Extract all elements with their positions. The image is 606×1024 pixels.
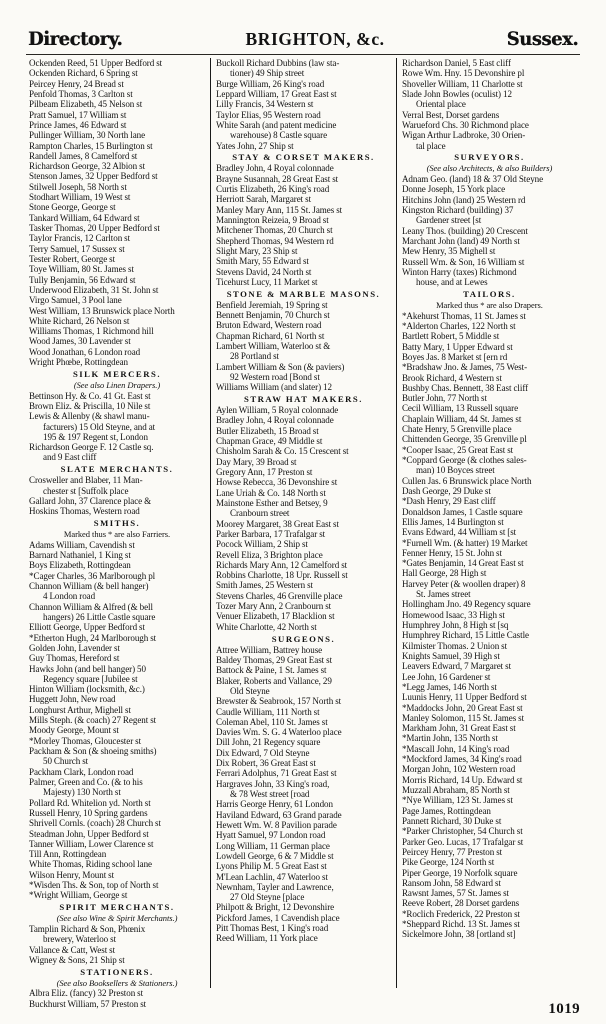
directory-entry: Haviland Edward, 63 Grand parade	[215, 809, 342, 820]
directory-entry: Palmer, Green and Co. (& to his Majesty) 130 North st	[29, 777, 205, 798]
directory-entry: Cecil William, 13 Russell square	[401, 403, 519, 414]
directory-entry: Pocock William, 2 Ship st	[215, 539, 308, 550]
directory-entry: Stilwell Joseph, 58 North st	[29, 181, 127, 192]
directory-entry: Long William, 11 German place	[215, 840, 330, 851]
directory-entry: Baldey Thomas, 29 Great East st	[215, 654, 333, 665]
entry-continuation: Oriental place	[415, 99, 466, 110]
directory-entry: *Bradshaw Jno. & James, 75 West-	[401, 362, 528, 373]
entry-continuation: 28 Portland st	[229, 351, 279, 362]
directory-entry: *Nye William, 123 St. James st	[401, 795, 513, 806]
directory-entry: Lambert William & Son (& paviers) 92 Western road [Bond st	[216, 362, 391, 383]
column-1	[24, 58, 210, 1009]
directory-entry: *Parker Christopher, 54 Church st	[401, 826, 523, 837]
directory-entry: Page James, Rottingdean	[401, 805, 491, 816]
page-number: 1019	[548, 1001, 580, 1017]
directory-entry: *Sheppard Richd. 13 St. James st	[401, 919, 520, 930]
directory-entry: Morris Richard, 14 Up. Edward st	[401, 774, 523, 785]
directory-entry: Butler John, 77 North st	[401, 393, 487, 404]
directory-entry: Manley Mary Ann, 115 St. James st	[215, 204, 343, 215]
trade-subnote: Marked thus * are also Farriers.	[63, 529, 171, 540]
directory-entry: Hollingham Jno. 49 Regency square	[401, 599, 531, 610]
directory-entry: Wigney & Sons, 21 Ship st	[29, 954, 125, 965]
directory-entry: Pratt Samuel, 17 William st	[29, 109, 127, 120]
directory-entry: Gregory Ann, 17 Preston st	[215, 467, 313, 478]
directory-entry: Randell James, 8 Camelford st	[29, 150, 138, 161]
entry-continuation: tioner) 49 Ship street	[229, 68, 305, 79]
directory-entry: Ransom John, 58 Edward st	[401, 877, 501, 888]
directory-entry: Brook Richard, 4 Western st	[401, 372, 502, 383]
trade-heading: STONE & MARBLE MASONS.	[226, 288, 381, 299]
running-head	[24, 26, 582, 52]
directory-entry: Rowe Wm. Hny. 15 Devonshire pl	[401, 68, 525, 79]
entry-continuation: Cranbourn street	[229, 508, 290, 519]
directory-entry: Albra Eliz. (fancy) 32 Preston st	[29, 988, 144, 999]
directory-entry: Adnam Geo. (land) 18 & 37 Old Steyne	[401, 174, 544, 184]
directory-entry: Pannett Richard, 30 Duke st	[401, 815, 502, 826]
directory-entry: Tanner William, Lower Clarence st	[29, 838, 154, 849]
directory-entry: Shepherd Thomas, 94 Western rd	[215, 235, 334, 246]
trade-heading: TAILORS.	[463, 288, 516, 299]
directory-entry: Robbins Charlotte, 18 Upr. Russell st	[215, 570, 348, 581]
directory-entry: Donne Joseph, 15 York place	[401, 184, 506, 195]
directory-entry: Hewett Wm. W. 8 Pavilion parade	[215, 819, 337, 830]
directory-entry: Barnard Nathaniel, 1 King st	[29, 550, 131, 561]
directory-entry: Boyes Jas. 8 Market st [ern rd	[401, 351, 508, 362]
directory-entry: Muzzall Abraham, 85 North st	[401, 785, 510, 795]
entry-continuation: 27 Old Steyne [place	[229, 892, 305, 903]
running-head-right: Sussex.	[506, 28, 578, 50]
directory-entry: Winton Harry (taxes) Richmond house, and at Lewes	[402, 267, 577, 288]
directory-entry: Chaplain William, 44 St. James st	[401, 413, 522, 424]
directory-entry: Leppard William, 17 Great East st	[215, 88, 337, 99]
trade-heading: SPIRIT MERCHANTS.	[59, 902, 175, 913]
directory-entry: Packham Clark, London road	[29, 766, 134, 777]
directory-entry: Adams William, Cavendish st	[29, 539, 135, 550]
trade-subnote: (See also Booksellers & Stationers.)	[56, 977, 178, 988]
directory-entry: Marchant John (land) 49 North st	[401, 235, 520, 246]
directory-entry: Tozer Mary Ann, 2 Cranbourn st	[215, 601, 332, 612]
directory-entry: Channon William (& bell hanger) 4 London road	[29, 581, 205, 602]
directory-entry: Boys Elizabeth, Rottingdean	[29, 560, 131, 571]
directory-entry: Brown Eliz. & Priscilla, 10 Nile st	[29, 400, 151, 411]
directory-entry: Venuer Elizabeth, 17 Blacklion st	[215, 611, 335, 622]
directory-entry: *Cager Charles, 36 Marlborough pl	[29, 570, 156, 581]
column-3	[396, 58, 582, 988]
entry-continuation: St. James street	[415, 589, 471, 600]
entry-continuation: hangers) 26 Little Castle square	[43, 611, 156, 622]
entry-continuation: man) 10 Boyces street	[415, 465, 495, 476]
directory-entry: Lambert William, Waterloo st & 28 Portland st	[216, 341, 391, 362]
directory-entry: White Thomas, Riding school lane	[29, 859, 152, 870]
directory-entry: Tasker Thomas, 20 Upper Bedford st	[29, 223, 160, 233]
directory-entry: Pollard Rd. Whitelion yd. North st	[29, 797, 151, 808]
directory-entry: Taylor Francis, 12 Carlton st	[29, 233, 131, 244]
directory-entry: Bennett Benjamin, 70 Church st	[215, 310, 330, 321]
column-body	[29, 58, 205, 1009]
directory-entry: Richards Mary Ann, 12 Camelford st	[215, 559, 348, 570]
entry-continuation: house, and at Lewes	[415, 277, 488, 288]
directory-entry: Battock & Paine, 1 St. James st	[215, 665, 327, 676]
directory-entry: Yates John, 27 Ship st	[215, 140, 294, 151]
directory-entry: Hitchins John (land) 25 Western rd	[401, 194, 526, 205]
directory-entry: Lane Uriah & Co. 148 North st	[215, 487, 326, 498]
directory-entry: Richardson Daniel, 5 East cliff	[401, 58, 511, 68]
entry-continuation: and 9 East cliff	[43, 452, 97, 463]
directory-entry: Crosweller and Blaber, 11 Man- chester st [Suffolk place	[29, 475, 205, 496]
column-body	[402, 58, 577, 940]
directory-entry: Lowdell George, 6 & 7 Middle st	[215, 850, 334, 861]
directory-entry: *Mockford James, 34 King's road	[401, 754, 522, 765]
trade-subnote: (See also Linen Drapers.)	[73, 379, 161, 390]
directory-entry: Lilly Francis, 34 Western st	[215, 99, 314, 110]
directory-entry: Mew Henry, 35 Mighell st	[401, 246, 496, 257]
entry-continuation: & 78 West street [road	[229, 789, 310, 799]
directory-entry: Caudle William, 111 North st	[215, 706, 320, 717]
directory-entry: Buckhurst William, 57 Preston st	[29, 998, 147, 1009]
entry-continuation: 4 London road	[43, 591, 96, 602]
directory-entry: Hall George, 28 High st	[401, 568, 487, 579]
directory-entry: Guy Thomas, Hereford st	[29, 653, 120, 664]
directory-entry: Bushby Chas. Bennett, 38 East cliff	[401, 382, 529, 393]
directory-entry: Piper George, 19 Norfolk square	[401, 867, 518, 878]
directory-entry: Wright Phœbe, Rottingdean	[29, 357, 128, 368]
directory-entry: Tamplin Richard & Son, Phœnix brewery, Waterloo st	[29, 924, 205, 945]
directory-entry: Gallard John, 37 Clarence place &	[29, 495, 152, 506]
directory-entry: Chisholm Sarah & Co. 15 Crescent st	[215, 446, 349, 457]
directory-entry: Lee John, 16 Gardener st	[401, 671, 491, 682]
directory-entry: Smith Mary, 55 Edward st	[215, 256, 309, 267]
directory-entry: Peircey Henry, 77 Preston st	[401, 846, 503, 857]
directory-entry: Chapman Grace, 49 Middle st	[215, 436, 323, 447]
directory-entry: Wigan Arthur Ladbroke, 30 Orien- tal place	[402, 130, 577, 151]
directory-entry: Benfield Jeremiah, 19 Spring st	[215, 299, 328, 310]
directory-entry: *Wisden Ths. & Son, top of North st	[29, 880, 159, 891]
directory-entry: Curtis Elizabeth, 26 King's road	[215, 184, 330, 195]
trade-heading: STAY & CORSET MAKERS.	[232, 152, 375, 163]
directory-entry: Ticehurst Lucy, 11 Market st	[215, 276, 318, 287]
directory-entry: Evans Edward, 44 William st [st	[401, 527, 517, 538]
directory-entry: Parker Barbara, 17 Trafalgar st	[215, 528, 326, 539]
directory-entry: *Gates Benjamin, 14 Great East st	[401, 558, 524, 569]
directory-entry: Luunis Henry, 11 Upper Bedford st	[401, 692, 527, 703]
directory-entry: Hinton William (locksmith, &c.)	[29, 684, 145, 695]
directory-entry: Verral Best, Dorset gardens	[401, 109, 500, 120]
directory-entry: Stone George, George st	[29, 202, 116, 213]
directory-entry: Stevens Charles, 46 Grenville place	[215, 590, 343, 601]
trade-heading: STRAW HAT MAKERS.	[243, 394, 363, 405]
directory-entry: White Sarah (and patent medicine warehouse) 8 Castle square	[216, 120, 391, 141]
directory-entry: Brewster & Seabrook, 157 North st	[215, 696, 342, 707]
directory-entry: Huggett John, New road	[29, 694, 116, 705]
directory-entry: Warueford Chs. 30 Richmond place	[401, 119, 529, 130]
directory-entry: Cullen Jas. 6 Brunswick place North	[401, 475, 532, 486]
directory-entry: Mainstone Esther and Betsey, 9 Cranbourn street	[216, 498, 391, 519]
directory-entry: Donaldson James, 1 Castle square	[401, 506, 523, 517]
directory-entry: Harvey Peter (& woollen draper) 8 St. James street	[402, 579, 577, 600]
directory-entry: Golden John, Lavender st	[29, 642, 120, 653]
directory-entry: Sickelmore John, 38 [ortland st]	[401, 929, 516, 940]
directory-entry: Pilbeam Elizabeth, 45 Nelson st	[29, 99, 143, 110]
directory-entry: Williams William (and slater) 12	[215, 382, 332, 393]
directory-entry: Reed William, 11 York place	[215, 933, 318, 944]
directory-entry: Chittenden George, 35 Grenville pl	[401, 434, 527, 445]
directory-entry: Morgan John, 102 Western road	[401, 764, 516, 775]
directory-entry: Attree William, Battrey house	[215, 644, 323, 655]
running-head-center: BRIGHTON, &c.	[245, 29, 385, 49]
directory-entry: Newnham, Tayler and Lawrence, 27 Old Steyne [place	[216, 882, 391, 903]
directory-entry: Rawsnt James, 57 St. James st	[401, 888, 510, 899]
directory-entry: White Richard, 26 Nelson st	[29, 315, 130, 326]
directory-entry: Lyons Philip M. 5 Great East st	[215, 861, 327, 872]
directory-entry: Davies Wm. S. G. 4 Waterloo place	[215, 727, 342, 738]
directory-entry: Tully Benjamin, 56 Edward st	[29, 274, 136, 285]
directory-entry: Pike George, 124 North st	[401, 857, 495, 868]
directory-entry: Markham John, 31 Great East st	[401, 723, 516, 734]
directory-entry: Mitchener Thomas, 20 Church st	[215, 225, 333, 236]
directory-entry: Russell Wm. & Son, 16 William st	[401, 256, 525, 267]
entry-continuation: 195 & 197 Regent st, London	[43, 431, 148, 442]
directory-entry: Batty Mary, 1 Upper Edward st	[401, 341, 513, 352]
directory-entry: Pitt Thomas Best, 1 King's road	[215, 923, 329, 934]
directory-entry: *Alderton Charles, 122 North st	[401, 320, 516, 331]
directory-entry: Manley Solomon, 115 St. James st	[401, 712, 525, 723]
directory-entry: Blaker, Roberts and Vallance, 29 Old Steyne	[216, 676, 391, 697]
directory-entry: Wood Jonathan, 6 London road	[29, 346, 141, 357]
directory-entry: Chapman Richard, 61 North st	[215, 330, 325, 341]
column-body	[216, 58, 391, 944]
running-head-left: Directory.	[28, 28, 123, 50]
directory-entry: Toye William, 80 St. James st	[29, 264, 134, 275]
directory-entry: Butler Elizabeth, 15 Broad st	[215, 425, 319, 436]
directory-entry: Richardson George F. 12 Castle sq. and 9 East cliff	[29, 442, 205, 463]
column-2	[210, 58, 396, 988]
directory-entry: *Mascall John, 14 King's road	[401, 743, 510, 754]
directory-entry: Aylen William, 5 Royal colonnade	[215, 405, 339, 416]
directory-entry: Longhurst Arthur, Mighell st	[29, 704, 131, 715]
directory-entry: Chate Henry, 5 Grenville place	[401, 424, 512, 435]
directory-entry: Harris George Henry, 61 London	[215, 799, 333, 810]
directory-entry: *Akehurst Thomas, 11 St. James st	[401, 310, 526, 321]
directory-entry: *Furnell Wm. (& hatter) 19 Market	[401, 537, 528, 548]
directory-entry: Dash George, 29 Duke st	[401, 485, 491, 496]
directory-entry: Tester Robert, George st	[29, 253, 116, 264]
directory-entry: Hoskins Thomas, Western road	[29, 506, 140, 517]
entry-continuation: 50 Church st	[43, 756, 89, 767]
directory-entry: Hargraves John, 33 King's road, & 78 West street [road	[216, 779, 391, 800]
directory-entry: Humphrey John, 8 High st [sq	[401, 620, 509, 630]
directory-entry: Kilmister Thomas. 2 Union st	[401, 640, 508, 651]
directory-entry: *Roclich Frederick, 22 Preston st	[401, 908, 521, 919]
trade-heading: SURGEONS.	[271, 633, 336, 644]
directory-entry: Moorey Margaret, 38 Great East st	[215, 518, 339, 529]
directory-entry: *Wright William, George st	[29, 890, 128, 901]
directory-entry: Kingston Richard (building) 37 Gardener street [st	[402, 205, 577, 226]
directory-entry: Shrivell Cornls. (coach) 28 Church st	[29, 818, 161, 829]
directory-entry: Brayne Susannah, 28 Great East st	[215, 173, 339, 184]
trade-subnote: (See also Wine & Spirit Merchants.)	[56, 913, 178, 924]
directory-entry: *Legg James, 146 North st	[401, 681, 497, 692]
directory-entry: Pickford James, 1 Cavendish place	[215, 912, 340, 923]
directory-entry: Peircey Henry, 24 Bread st	[29, 78, 124, 89]
directory-entry: Slade John Bowles (oculist) 12 Oriental place	[402, 89, 577, 110]
directory-entry: Elliott George, Upper Bedford st	[29, 622, 145, 633]
directory-entry: West William, 13 Brunswick place North	[29, 305, 175, 316]
directory-entry: Humphrey Richard, 15 Little Castle	[401, 630, 529, 641]
directory-entry: Ockenden Richard, 6 Spring st	[29, 68, 138, 79]
directory-entry: Tankard William, 64 Edward st	[29, 212, 140, 223]
directory-entry: Shoveller William, 11 Charlotte st	[401, 78, 523, 89]
directory-entry: Bradley John, 4 Royal colonnade	[215, 415, 334, 426]
directory-entry: Steadman John, Upper Bedford st	[29, 828, 149, 839]
directory-entry: *Etherton Hugh, 24 Marlborough st	[29, 632, 157, 643]
directory-entry: Mannington Reizeia, 9 Broad st	[215, 214, 329, 225]
directory-entry: Dix Edward, 7 Old Steyne	[215, 747, 310, 758]
directory-entry: Russell Henry, 10 Spring gardens	[29, 807, 148, 818]
entry-continuation: warehouse) 8 Castle square	[229, 130, 328, 141]
directory-entry: Howse Rebecca, 36 Devonshire st	[215, 477, 338, 488]
directory-entry: Dill John, 21 Regency square	[215, 737, 321, 748]
directory-entry: Taylor Elias, 95 Western road	[215, 109, 321, 120]
directory-entry: Wilson Henry, Mount st	[29, 869, 115, 880]
directory-entry: Wood James, 30 Lavender st	[29, 336, 131, 347]
directory-entry: *Morley Thomas, Gloucester st	[29, 735, 142, 746]
entry-continuation: Regency square [Jubilee st	[43, 673, 138, 684]
directory-entry: Rampton Charles, 15 Burlington st	[29, 140, 153, 151]
entry-continuation: tal place	[415, 140, 446, 151]
directory-entry: *Coppard George (& clothes sales- man) 10 Boyces street	[402, 455, 577, 476]
directory-entry: Dix Robert, 36 Great East st	[215, 758, 316, 769]
directory-entry: Virgo Samuel, 3 Pool lane	[29, 295, 122, 306]
trade-heading: STATIONERS.	[80, 966, 154, 977]
directory-entry: Stenson James, 32 Upper Bedford st	[29, 171, 158, 182]
directory-entry: Stodhart William, 19 West st	[29, 192, 131, 203]
directory-entry: Till Ann, Rottingdean	[29, 849, 107, 860]
directory-entry: Moody George, Mount st	[29, 725, 119, 736]
entry-continuation: Old Steyne	[229, 685, 270, 696]
directory-entry: Burge William, 26 King's road	[215, 78, 325, 89]
directory-entry: Parker Geo. Lucas, 17 Trafalgar st	[401, 836, 524, 847]
directory-entry: Prince James, 46 Edward st	[29, 119, 127, 130]
directory-entry: Reeve Robert, 28 Dorset gardens	[401, 898, 520, 909]
directory-entry: *Cooper Isaac, 25 Great East st	[401, 444, 514, 455]
directory-entry: Stevens David, 24 North st	[215, 266, 312, 277]
directory-entry: Smith James, 25 Western st	[215, 580, 313, 591]
directory-entry: Channon William & Alfred (& bell hangers) 26 Little Castle square	[29, 602, 205, 623]
entry-continuation: facturers) 15 Old Steyne, and at	[43, 421, 156, 432]
directory-entry: Leany Thos. (building) 20 Crescent	[401, 225, 528, 236]
directory-entry: Philpott & Bright, 12 Devonshire	[215, 902, 335, 913]
entry-continuation: Gardener street [st	[415, 215, 482, 226]
directory-entry: Ellis James, 14 Burlington st	[401, 516, 504, 527]
directory-entry: Bartlett Robert, 5 Middle st	[401, 331, 500, 342]
directory-entry: Ockenden Reed, 51 Upper Bedford st	[29, 58, 163, 68]
directory-entry: Vallance & Catt, West st	[29, 944, 116, 955]
directory-entry: Underwood Elizabeth, 31 St. John st	[29, 284, 159, 295]
entry-continuation: chester st [Suffolk place	[43, 485, 129, 496]
directory-entry: Day Mary, 39 Broad st	[215, 456, 297, 467]
directory-entry: M'Lean Lachlin, 47 Waterloo st	[215, 871, 328, 882]
entry-continuation: 92 Western road [Bond st	[229, 371, 320, 382]
directory-entry: Leavers Edward, 7 Margaret st	[401, 661, 512, 672]
trade-heading: SLATE MERCHANTS.	[60, 464, 174, 475]
header-rule	[26, 54, 580, 55]
directory-entry: Homewood Isaac, 33 High st	[401, 609, 505, 620]
directory-entry: Herriott Sarah, Margaret st	[215, 194, 312, 205]
trade-heading: SILK MERCERS.	[72, 368, 162, 379]
directory-entry: Revell Eliza, 3 Brighton place	[215, 549, 323, 560]
directory-entry: Pullinger William, 30 North lane	[29, 130, 146, 141]
directory-entry: *Dash Henry, 29 East cliff	[401, 496, 496, 507]
directory-entry: Hyatt Samuel, 97 London road	[215, 830, 326, 841]
directory-entry: Hawks John (and bell hanger) 50 Regency square [Jubilee st	[29, 664, 205, 685]
directory-entry: *Maddocks John, 20 Great East st	[401, 702, 523, 713]
directory-entry: Packham & Son (& shoeing smiths) 50 Church st	[29, 746, 205, 767]
directory-entry: Ferrari Adolphus, 71 Great East st	[215, 768, 337, 779]
directory-entry: Mills Steph. (& coach) 27 Regent st	[29, 715, 157, 726]
trade-subnote: Marked thus * are also Drapers.	[436, 300, 543, 311]
directory-entry: Buckoll Richard Dubbins (law sta- tioner) 49 Ship street	[216, 58, 391, 79]
trade-heading: SMITHS.	[93, 518, 141, 529]
directory-entry: Fenner Henry, 15 St. John st	[401, 547, 502, 558]
directory-entry: *Martin John, 135 North st	[401, 733, 498, 744]
directory-entry: Slight Mary, 23 Ship st	[215, 245, 298, 256]
directory-entry: Richardson George, 32 Albion st	[29, 161, 146, 172]
directory-entry: Bruton Edward, Western road	[215, 320, 322, 331]
directory-entry: White Charlotte, 42 North st	[215, 621, 317, 632]
directory-entry: Knights Samuel, 39 High st	[401, 650, 500, 661]
entry-continuation: Majesty) 130 North st	[43, 787, 121, 798]
directory-entry: Terry Samuel, 17 Sussex st	[29, 243, 125, 254]
directory-entry: Bradley John, 4 Royal colonnade	[215, 163, 334, 174]
directory-entry: Williams Thomas, 1 Richmond hill	[29, 326, 154, 337]
directory-entry: Penfold Thomas, 3 Carlton st	[29, 88, 133, 99]
directory-entry: Lewis & Allenby (& shawl manu- facturers) 15 Old Steyne, and at 195 & 197 Regent st, London	[29, 411, 205, 442]
trade-heading: SURVEYORS.	[454, 152, 525, 163]
entry-continuation: brewery, Waterloo st	[43, 934, 117, 945]
directory-entry: Coleman Abel, 110 St. James st	[215, 716, 328, 727]
trade-subnote: (See also Architects, & also Builders)	[426, 163, 553, 174]
directory-entry: Bettinson Hy. & Co. 41 Gt. East st	[29, 390, 151, 401]
